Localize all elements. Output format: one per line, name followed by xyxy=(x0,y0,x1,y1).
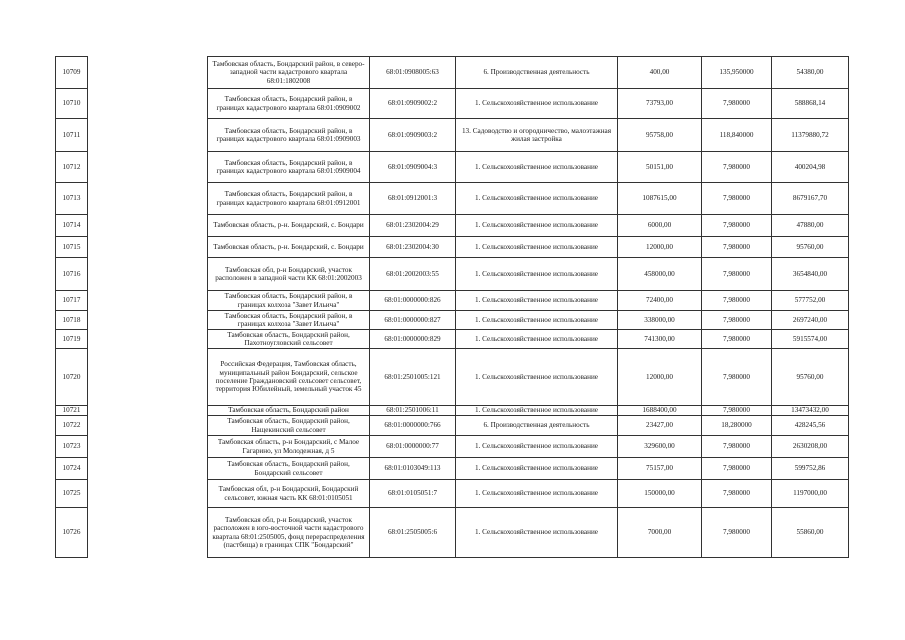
spacer-cell xyxy=(88,57,208,89)
cadastral-value-cell: 599752,86 xyxy=(772,458,849,480)
row-number: 10717 xyxy=(56,291,88,311)
spacer-cell xyxy=(88,416,208,436)
table-row xyxy=(56,330,849,349)
address-cell: Тамбовская область, Бондарский район, в границах кадастрового квартала 68:01:0909004 xyxy=(208,152,370,183)
address-cell: Тамбовская область, р-н Бондарский, с Малое Гагарино, ул Молодежная, д 5 xyxy=(208,436,370,458)
spacer-cell xyxy=(88,311,208,330)
cadastral-number-cell: 68:01:2505005:6 xyxy=(370,508,456,558)
land-use-cell: 1. Сельскохозяйственное использование xyxy=(456,508,618,558)
address-cell: Российская Федерация, Тамбовская область, муниципальный район Бондарский, сельское поселение Граждановский сельсовет сельсовет, территория Юбилейный, земельный участок 45 xyxy=(208,349,370,406)
land-use-cell: 1. Сельскохозяйственное использование xyxy=(456,458,618,480)
area-cell: 1087615,00 xyxy=(618,183,702,215)
address-cell: Тамбовская область, Бондарский район, Пахотноугловский сельсовет xyxy=(208,330,370,349)
row-number: 10709 xyxy=(56,57,88,89)
spacer-cell xyxy=(88,152,208,183)
spacer-cell xyxy=(88,258,208,291)
cadastral-value-cell: 54380,00 xyxy=(772,57,849,89)
row-number: 10726 xyxy=(56,508,88,558)
table-row xyxy=(56,349,849,406)
rate-cell: 7,980000 xyxy=(702,349,772,406)
spacer-cell xyxy=(88,480,208,508)
row-number: 10718 xyxy=(56,311,88,330)
table-row xyxy=(56,237,849,258)
address-cell: Тамбовская область, р-н. Бондарский, с. Бондари xyxy=(208,215,370,237)
table-row xyxy=(56,508,849,558)
rate-cell: 7,980000 xyxy=(702,311,772,330)
rate-cell: 7,980000 xyxy=(702,258,772,291)
table-row xyxy=(56,291,849,311)
cadastral-value-cell: 428245,56 xyxy=(772,416,849,436)
rate-cell: 7,980000 xyxy=(702,89,772,119)
address-cell: Тамбовская область, Бондарский район, в границах кадастрового квартала 68:01:0909002 xyxy=(208,89,370,119)
area-cell: 12000,00 xyxy=(618,237,702,258)
address-cell: Тамбовская область, Бондарский район, в границах колхоза "Завет Ильича" xyxy=(208,311,370,330)
cadastral-number-cell: 68:01:0000000:827 xyxy=(370,311,456,330)
address-cell: Тамбовская область, р-н. Бондарский, с. Бондари xyxy=(208,237,370,258)
rate-cell: 135,950000 xyxy=(702,57,772,89)
cadastral-number-cell: 68:01:0000000:829 xyxy=(370,330,456,349)
cadastral-value-cell: 2697240,00 xyxy=(772,311,849,330)
address-cell: Тамбовская область, Бондарский район, в границах колхоза "Завет Ильича" xyxy=(208,291,370,311)
land-use-cell: 1. Сельскохозяйственное использование xyxy=(456,183,618,215)
area-cell: 12000,00 xyxy=(618,349,702,406)
cadastral-number-cell: 68:01:2002003:55 xyxy=(370,258,456,291)
row-number: 10712 xyxy=(56,152,88,183)
spacer-cell xyxy=(88,215,208,237)
spacer-cell xyxy=(88,349,208,406)
cadastral-number-cell: 68:01:0000000:826 xyxy=(370,291,456,311)
address-cell: Тамбовская обл, р-н Бондарский, участок расположен в западной части КК 68:01:2002003 xyxy=(208,258,370,291)
rate-cell: 7,980000 xyxy=(702,183,772,215)
area-cell: 50151,00 xyxy=(618,152,702,183)
cadastral-number-cell: 68:01:0909003:2 xyxy=(370,119,456,152)
area-cell: 458000,00 xyxy=(618,258,702,291)
land-use-cell: 1. Сельскохозяйственное использование xyxy=(456,436,618,458)
rate-cell: 7,980000 xyxy=(702,152,772,183)
address-cell: Тамбовская область, Бондарский район, в границах кадастрового квартала 68:01:0909003 xyxy=(208,119,370,152)
cadastral-number-cell: 68:01:0908005:63 xyxy=(370,57,456,89)
spacer-cell xyxy=(88,436,208,458)
land-use-cell: 1. Сельскохозяйственное использование xyxy=(456,291,618,311)
rate-cell: 7,980000 xyxy=(702,406,772,416)
table-row xyxy=(56,311,849,330)
cadastral-number-cell: 68:01:2501006:11 xyxy=(370,406,456,416)
land-use-cell: 1. Сельскохозяйственное использование xyxy=(456,311,618,330)
cadastral-number-cell: 68:01:0000000:77 xyxy=(370,436,456,458)
spacer-cell xyxy=(88,237,208,258)
area-cell: 7000,00 xyxy=(618,508,702,558)
cadastral-number-cell: 68:01:2302004:30 xyxy=(370,237,456,258)
rate-cell: 7,980000 xyxy=(702,291,772,311)
row-number: 10720 xyxy=(56,349,88,406)
row-number: 10715 xyxy=(56,237,88,258)
row-number: 10711 xyxy=(56,119,88,152)
rate-cell: 7,980000 xyxy=(702,436,772,458)
area-cell: 741300,00 xyxy=(618,330,702,349)
table-row xyxy=(56,406,849,416)
cadastral-number-cell: 68:01:0912001:3 xyxy=(370,183,456,215)
row-number: 10710 xyxy=(56,89,88,119)
rate-cell: 7,980000 xyxy=(702,237,772,258)
table-row xyxy=(56,458,849,480)
cadastral-number-cell: 68:01:0103049:113 xyxy=(370,458,456,480)
area-cell: 95758,00 xyxy=(618,119,702,152)
spacer-cell xyxy=(88,291,208,311)
cadastral-value-cell: 95760,00 xyxy=(772,237,849,258)
spacer-cell xyxy=(88,330,208,349)
spacer-cell xyxy=(88,119,208,152)
area-cell: 400,00 xyxy=(618,57,702,89)
cadastral-number-cell: 68:01:0105051:7 xyxy=(370,480,456,508)
row-number: 10719 xyxy=(56,330,88,349)
cadastral-value-cell: 47880,00 xyxy=(772,215,849,237)
land-use-cell: 1. Сельскохозяйственное использование xyxy=(456,406,618,416)
land-use-cell: 1. Сельскохозяйственное использование xyxy=(456,89,618,119)
row-number: 10723 xyxy=(56,436,88,458)
spacer-cell xyxy=(88,183,208,215)
table-row xyxy=(56,183,849,215)
spacer-cell xyxy=(88,89,208,119)
table-body xyxy=(56,57,849,558)
cadastral-value-cell: 400204,98 xyxy=(772,152,849,183)
cadastral-value-cell: 5915574,00 xyxy=(772,330,849,349)
cadastral-value-cell: 95760,00 xyxy=(772,349,849,406)
area-cell: 150000,00 xyxy=(618,480,702,508)
spacer-cell xyxy=(88,508,208,558)
cadastral-value-cell: 588868,14 xyxy=(772,89,849,119)
land-registry-table xyxy=(55,56,849,558)
table-row xyxy=(56,436,849,458)
cadastral-value-cell: 11379880,72 xyxy=(772,119,849,152)
spacer-cell xyxy=(88,458,208,480)
cadastral-number-cell: 68:01:0909002:2 xyxy=(370,89,456,119)
table-row xyxy=(56,258,849,291)
table-row xyxy=(56,152,849,183)
land-use-cell: 1. Сельскохозяйственное использование xyxy=(456,237,618,258)
area-cell: 72400,00 xyxy=(618,291,702,311)
address-cell: Тамбовская область, Бондарский район, в границах кадастрового квартала 68:01:0912001 xyxy=(208,183,370,215)
cadastral-number-cell: 68:01:0909004:3 xyxy=(370,152,456,183)
land-use-cell: 1. Сельскохозяйственное использование xyxy=(456,480,618,508)
row-number: 10716 xyxy=(56,258,88,291)
table-row xyxy=(56,89,849,119)
land-use-cell: 1. Сельскохозяйственное использование xyxy=(456,349,618,406)
row-number: 10714 xyxy=(56,215,88,237)
land-use-cell: 6. Производственная деятельность xyxy=(456,57,618,89)
table-row xyxy=(56,119,849,152)
area-cell: 23427,00 xyxy=(618,416,702,436)
row-number: 10724 xyxy=(56,458,88,480)
cadastral-value-cell: 577752,00 xyxy=(772,291,849,311)
cadastral-value-cell: 1197000,00 xyxy=(772,480,849,508)
row-number: 10722 xyxy=(56,416,88,436)
area-cell: 6000,00 xyxy=(618,215,702,237)
rate-cell: 7,980000 xyxy=(702,215,772,237)
rate-cell: 118,840000 xyxy=(702,119,772,152)
rate-cell: 7,980000 xyxy=(702,508,772,558)
table-row xyxy=(56,480,849,508)
address-cell: Тамбовская область, Бондарский район, в северо-западной части кадастрового квартала 68:01:1802008 xyxy=(208,57,370,89)
rate-cell: 18,280000 xyxy=(702,416,772,436)
cadastral-value-cell: 13473432,00 xyxy=(772,406,849,416)
area-cell: 73793,00 xyxy=(618,89,702,119)
land-use-cell: 13. Садоводство и огородничество, малоэтажная жилая застройка xyxy=(456,119,618,152)
area-cell: 1688400,00 xyxy=(618,406,702,416)
rate-cell: 7,980000 xyxy=(702,458,772,480)
land-use-cell: 1. Сельскохозяйственное использование xyxy=(456,152,618,183)
row-number: 10721 xyxy=(56,406,88,416)
rate-cell: 7,980000 xyxy=(702,480,772,508)
row-number: 10725 xyxy=(56,480,88,508)
cadastral-number-cell: 68:01:2501005:121 xyxy=(370,349,456,406)
land-use-cell: 1. Сельскохозяйственное использование xyxy=(456,215,618,237)
cadastral-number-cell: 68:01:2302004:29 xyxy=(370,215,456,237)
cadastral-value-cell: 55860,00 xyxy=(772,508,849,558)
address-cell: Тамбовская область, Бондарский район, Нащекинский сельсовет xyxy=(208,416,370,436)
cadastral-number-cell: 68:01:0000000:766 xyxy=(370,416,456,436)
area-cell: 338000,00 xyxy=(618,311,702,330)
cadastral-value-cell: 8679167,70 xyxy=(772,183,849,215)
area-cell: 75157,00 xyxy=(618,458,702,480)
row-number: 10713 xyxy=(56,183,88,215)
land-use-cell: 1. Сельскохозяйственное использование xyxy=(456,258,618,291)
spacer-cell xyxy=(88,406,208,416)
table-row xyxy=(56,215,849,237)
address-cell: Тамбовская обл, р-н Бондарский, Бондарский сельсовет, южная часть КК 68:01:0105051 xyxy=(208,480,370,508)
land-use-cell: 6. Производственная деятельность xyxy=(456,416,618,436)
address-cell: Тамбовская область, Бондарский район xyxy=(208,406,370,416)
land-use-cell: 1. Сельскохозяйственное использование xyxy=(456,330,618,349)
address-cell: Тамбовская область, Бондарский район, Бондарский сельсовет xyxy=(208,458,370,480)
cadastral-value-cell: 2630208,00 xyxy=(772,436,849,458)
rate-cell: 7,980000 xyxy=(702,330,772,349)
area-cell: 329600,00 xyxy=(618,436,702,458)
address-cell: Тамбовская обл, р-н Бондарский, участок расположен в юго-восточной части кадастрового квартала 68:01:2505005, фонд перераспределения (пастбища) в границах СПК "Бондарский" xyxy=(208,508,370,558)
cadastral-value-cell: 3654840,00 xyxy=(772,258,849,291)
table-row xyxy=(56,416,849,436)
table-row xyxy=(56,57,849,89)
